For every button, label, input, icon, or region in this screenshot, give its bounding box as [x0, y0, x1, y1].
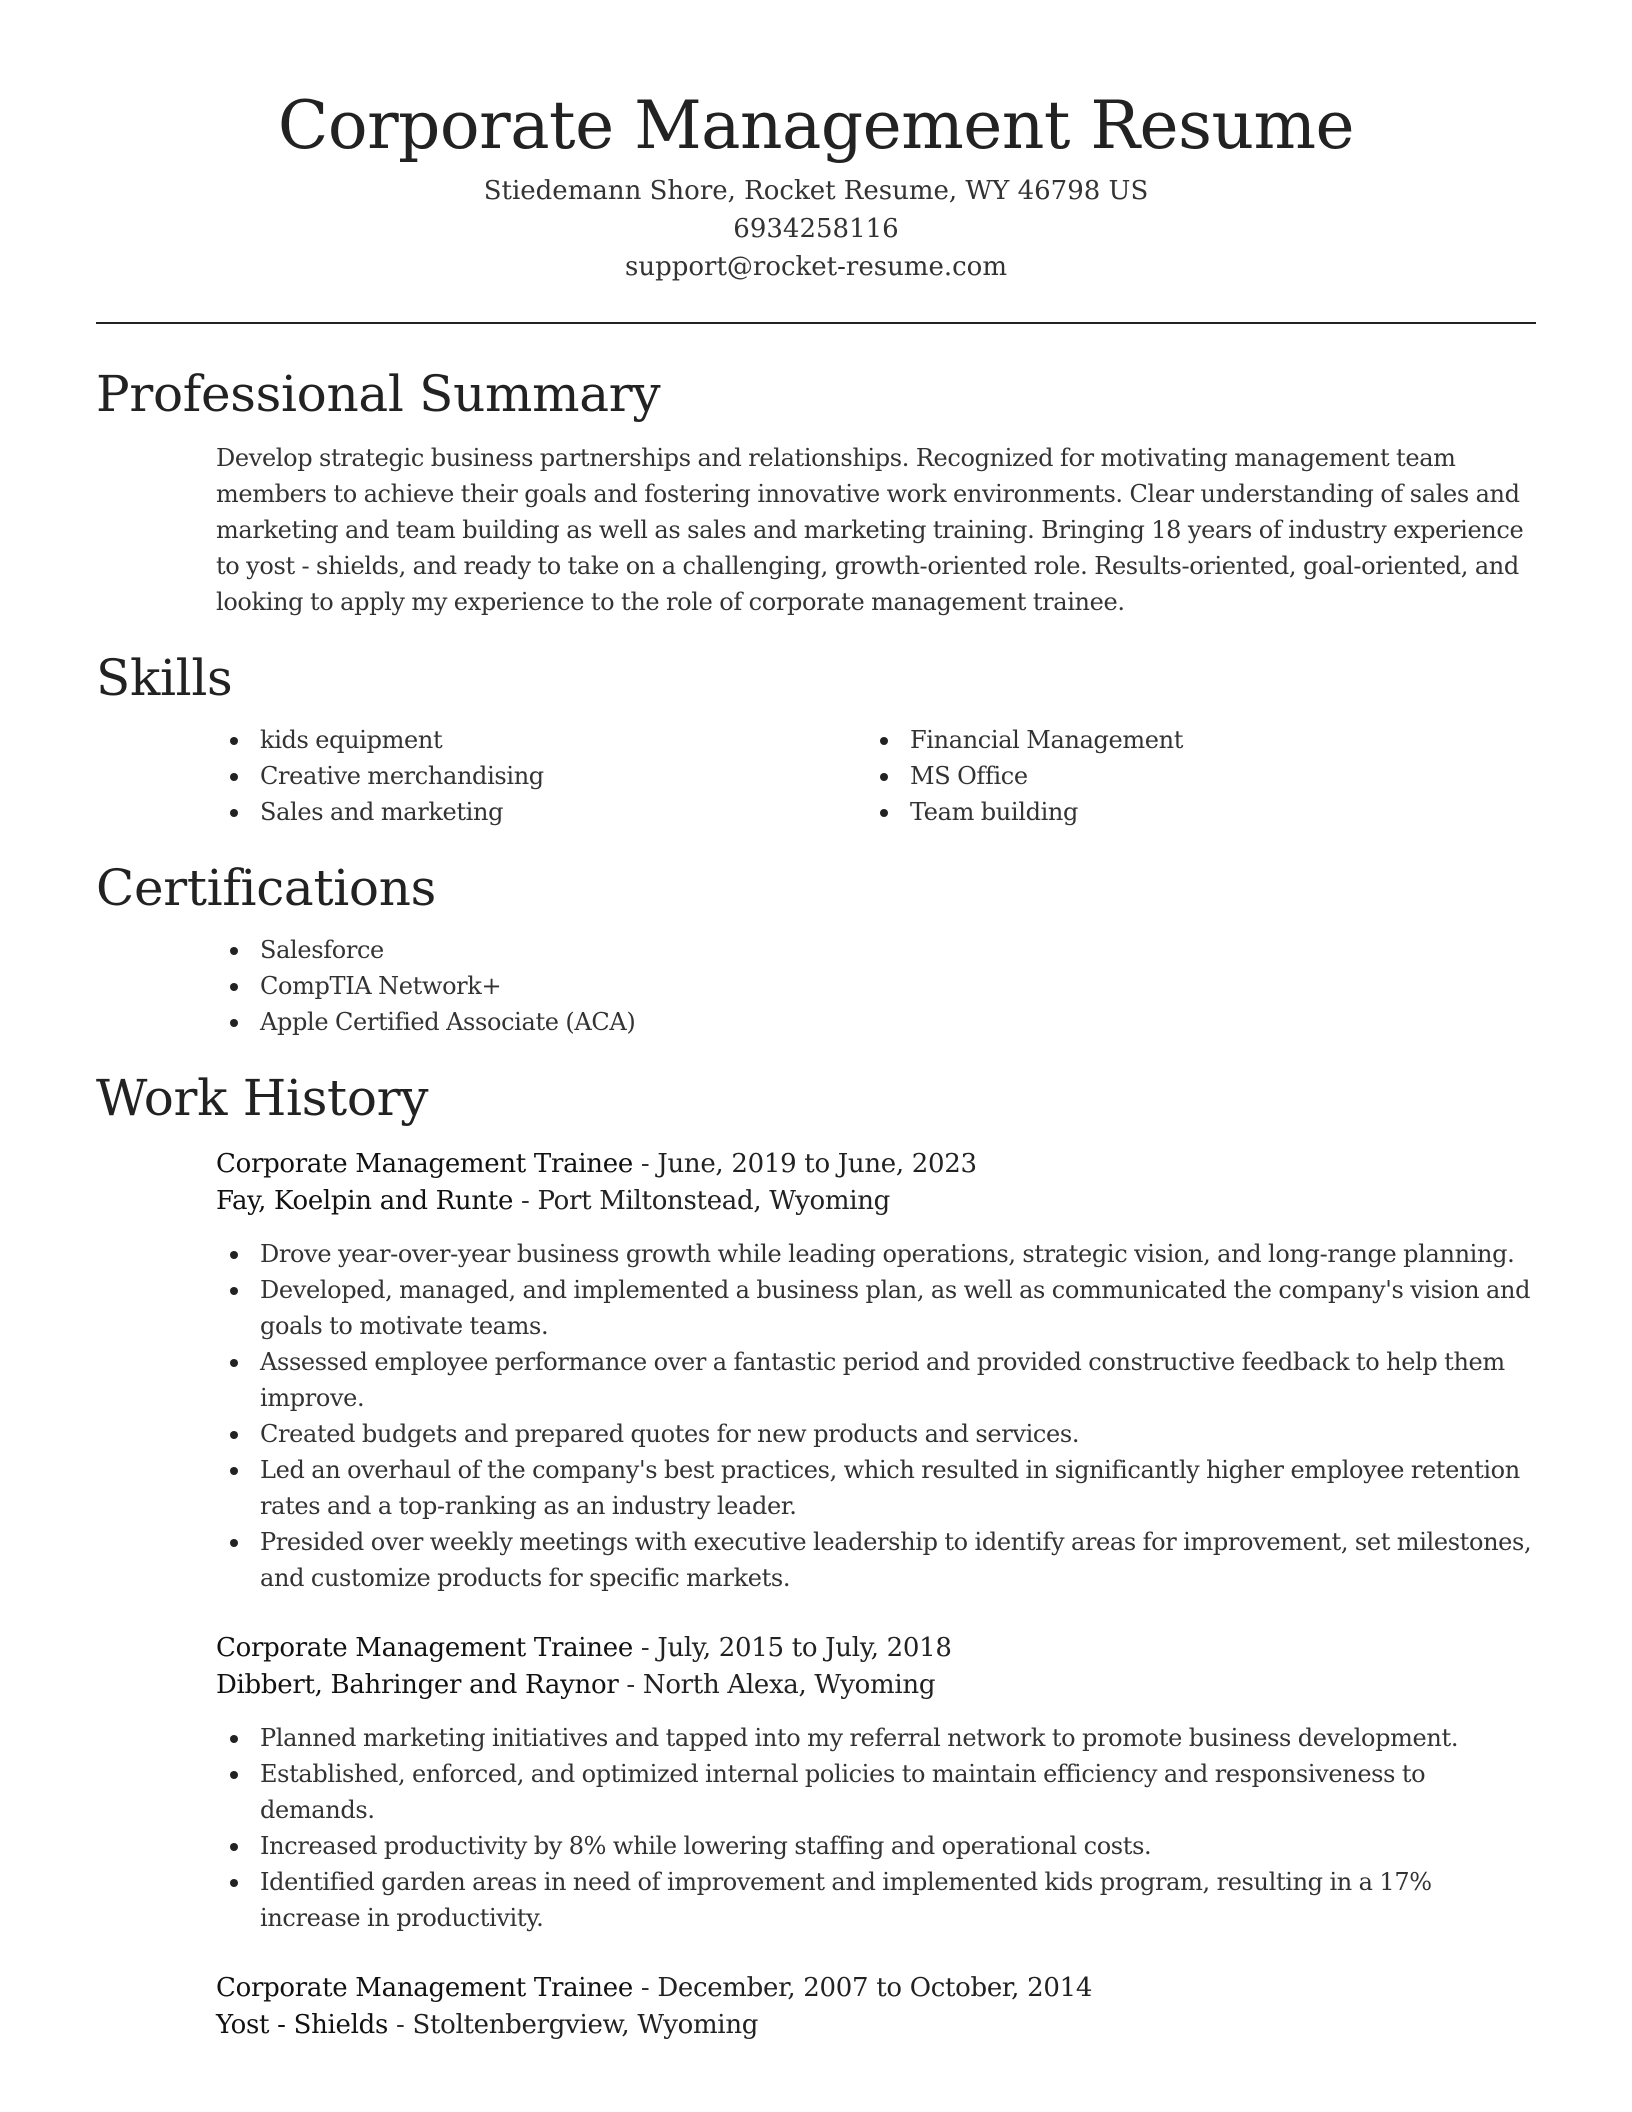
job-bullets [216, 1236, 1536, 1596]
job-role: Corporate Management Trainee [216, 1973, 633, 2003]
job-company-line: Fay, Koelpin and Runte - Port Miltonstead, Wyoming [216, 1186, 891, 1216]
skill-item: kids equipment [216, 722, 866, 758]
skills-column-right [866, 722, 1516, 830]
job-title-line: Corporate Management Trainee - July, 2015 to July, 2018 [216, 1633, 952, 1663]
work-history-heading: Work History [96, 1069, 429, 1127]
skills-heading: Skills [96, 649, 233, 707]
phone: 6934258116 [733, 214, 899, 244]
job-bullet: Created budgets and prepared quotes for new products and services. [216, 1416, 1536, 1452]
job-role: Corporate Management Trainee [216, 1633, 633, 1663]
job-bullet: Established, enforced, and optimized internal policies to maintain efficiency and responsiveness to demands. [216, 1756, 1536, 1828]
skill-item: Financial Management [866, 722, 1516, 758]
summary-text: Develop strategic business partnerships and relationships. Recognized for motivating management team members to achieve their goals and fostering innovative work environments. Clear understanding of sales and marketing and team building as well as sales and marketing training. Bringing 18 years of industry experience to yost - shields, and ready to take on a challenging, growth-oriented role. Results-oriented, goal-oriented, and looking to apply my experience to the role of corporate management trainee. [216, 444, 1524, 616]
skill-item: Sales and marketing [216, 794, 866, 830]
contact-block [96, 172, 1536, 286]
job-title-line: Corporate Management Trainee - December, 2007 to October, 2014 [216, 1973, 1093, 2003]
job-company-line: Dibbert, Bahringer and Raynor - North Alexa, Wyoming [216, 1670, 936, 1700]
job-dates: December, 2007 to October, 2014 [657, 1973, 1093, 2003]
address: Stiedemann Shore, Rocket Resume, WY 46798 US [483, 176, 1149, 206]
job-bullet: Developed, managed, and implemented a business plan, as well as communicated the company's vision and goals to motivate teams. [216, 1272, 1536, 1344]
job-bullet: Increased productivity by 8% while lowering staffing and operational costs. [216, 1828, 1536, 1864]
certification-item: CompTIA Network+ [216, 968, 1536, 1004]
skills-list [216, 722, 1536, 830]
email: support@rocket-resume.com [624, 252, 1007, 282]
job-company-line: Yost - Shields - Stoltenbergview, Wyoming [216, 2010, 759, 2040]
skill-item: Creative merchandising [216, 758, 866, 794]
job-entry [216, 1630, 1536, 1936]
skill-item: Team building [866, 794, 1516, 830]
job-bullet: Assessed employee performance over a fantastic period and provided constructive feedback to help them improve. [216, 1344, 1536, 1416]
job-company: Dibbert, Bahringer and Raynor [216, 1670, 619, 1700]
summary-heading: Professional Summary [96, 365, 661, 423]
skill-item: MS Office [866, 758, 1516, 794]
job-company: Fay, Koelpin and Runte [216, 1186, 514, 1216]
certifications-list [216, 932, 1536, 1040]
job-bullet: Planned marketing initiatives and tapped into my referral network to promote business development. [216, 1720, 1536, 1756]
job-location: Port Miltonstead, Wyoming [537, 1186, 891, 1216]
certification-item: Apple Certified Associate (ACA) [216, 1004, 1536, 1040]
job-dates: June, 2019 to June, 2023 [657, 1149, 977, 1179]
job-role: Corporate Management Trainee [216, 1149, 633, 1179]
job-bullet: Presided over weekly meetings with executive leadership to identify areas for improvement, set milestones, and customize products for specific markets. [216, 1524, 1536, 1596]
certifications-heading: Certifications [96, 859, 436, 917]
job-bullet: Led an overhaul of the company's best practices, which resulted in significantly higher employee retention rates and a top-ranking as an industry leader. [216, 1452, 1536, 1524]
job-location: Stoltenbergview, Wyoming [412, 2010, 759, 2040]
job-entry [216, 1146, 1536, 1596]
header-divider [96, 322, 1536, 324]
certification-item: Salesforce [216, 932, 1536, 968]
job-location: North Alexa, Wyoming [642, 1670, 936, 1700]
job-bullet: Drove year-over-year business growth while leading operations, strategic vision, and long-range planning. [216, 1236, 1536, 1272]
job-bullet: Identified garden areas in need of improvement and implemented kids program, resulting in a 17% increase in productivity. [216, 1864, 1536, 1936]
job-dates: July, 2015 to July, 2018 [657, 1633, 952, 1663]
job-entry [216, 1970, 1536, 2044]
job-title-line: Corporate Management Trainee - June, 2019 to June, 2023 [216, 1149, 977, 1179]
skills-column-left [216, 722, 866, 830]
resume-title: Corporate Management Resume [277, 87, 1355, 164]
job-company: Yost - Shields [216, 2010, 389, 2040]
resume-page [96, 0, 1536, 2044]
job-bullets [216, 1720, 1536, 1936]
